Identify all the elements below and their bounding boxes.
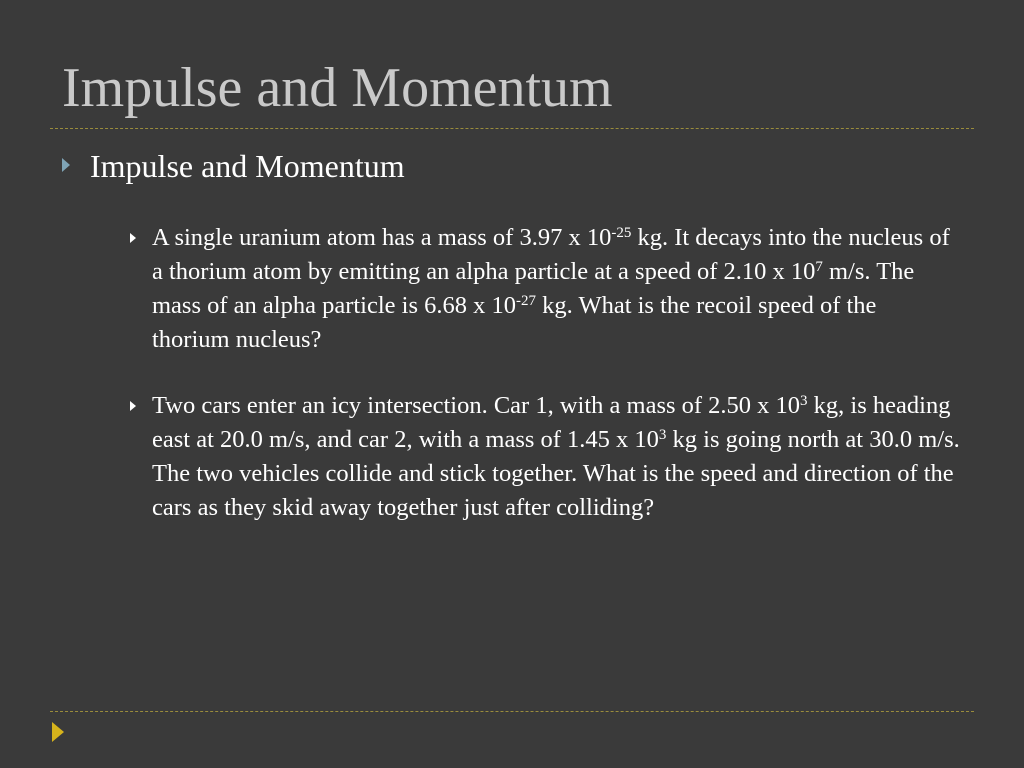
problem-2-text: Two cars enter an icy intersection. Car 1, with a mass of 2.50 x $10^3$ kg, is heading east at 20.0 m/s, and car 2, with a mass of 1.45 x $10^3$ kg is going north at 30.0 m/s. The two vehicles collide and stick together. What is the speed and direction of the cars as they skid away together just after colliding? bbox=[152, 392, 960, 521]
footer-divider bbox=[50, 711, 974, 712]
next-slide-arrow-icon[interactable] bbox=[52, 722, 64, 742]
triangle-right-icon bbox=[130, 233, 136, 243]
title-divider bbox=[50, 128, 974, 129]
bullet-level1-text: Impulse and Momentum bbox=[90, 148, 405, 184]
problem-1-text: A single uranium atom has a mass of 3.97 x $10^{-25}$ kg. It decays into the nucleus of a thorium atom by emitting an alpha particle at a speed of 2.10 x $10^7$ m/s. The mass of an alpha particle is 6.68 x $10^{-27}$ kg. What is the recoil speed of the thorium nucleus? bbox=[152, 224, 950, 353]
triangle-right-icon bbox=[130, 401, 136, 411]
problem-1-bullet bbox=[130, 221, 960, 357]
slide-title: Impulse and Momentum bbox=[62, 57, 613, 119]
triangle-right-icon bbox=[62, 158, 70, 172]
problem-2-bullet bbox=[130, 389, 960, 525]
bullet-level1 bbox=[62, 146, 962, 186]
